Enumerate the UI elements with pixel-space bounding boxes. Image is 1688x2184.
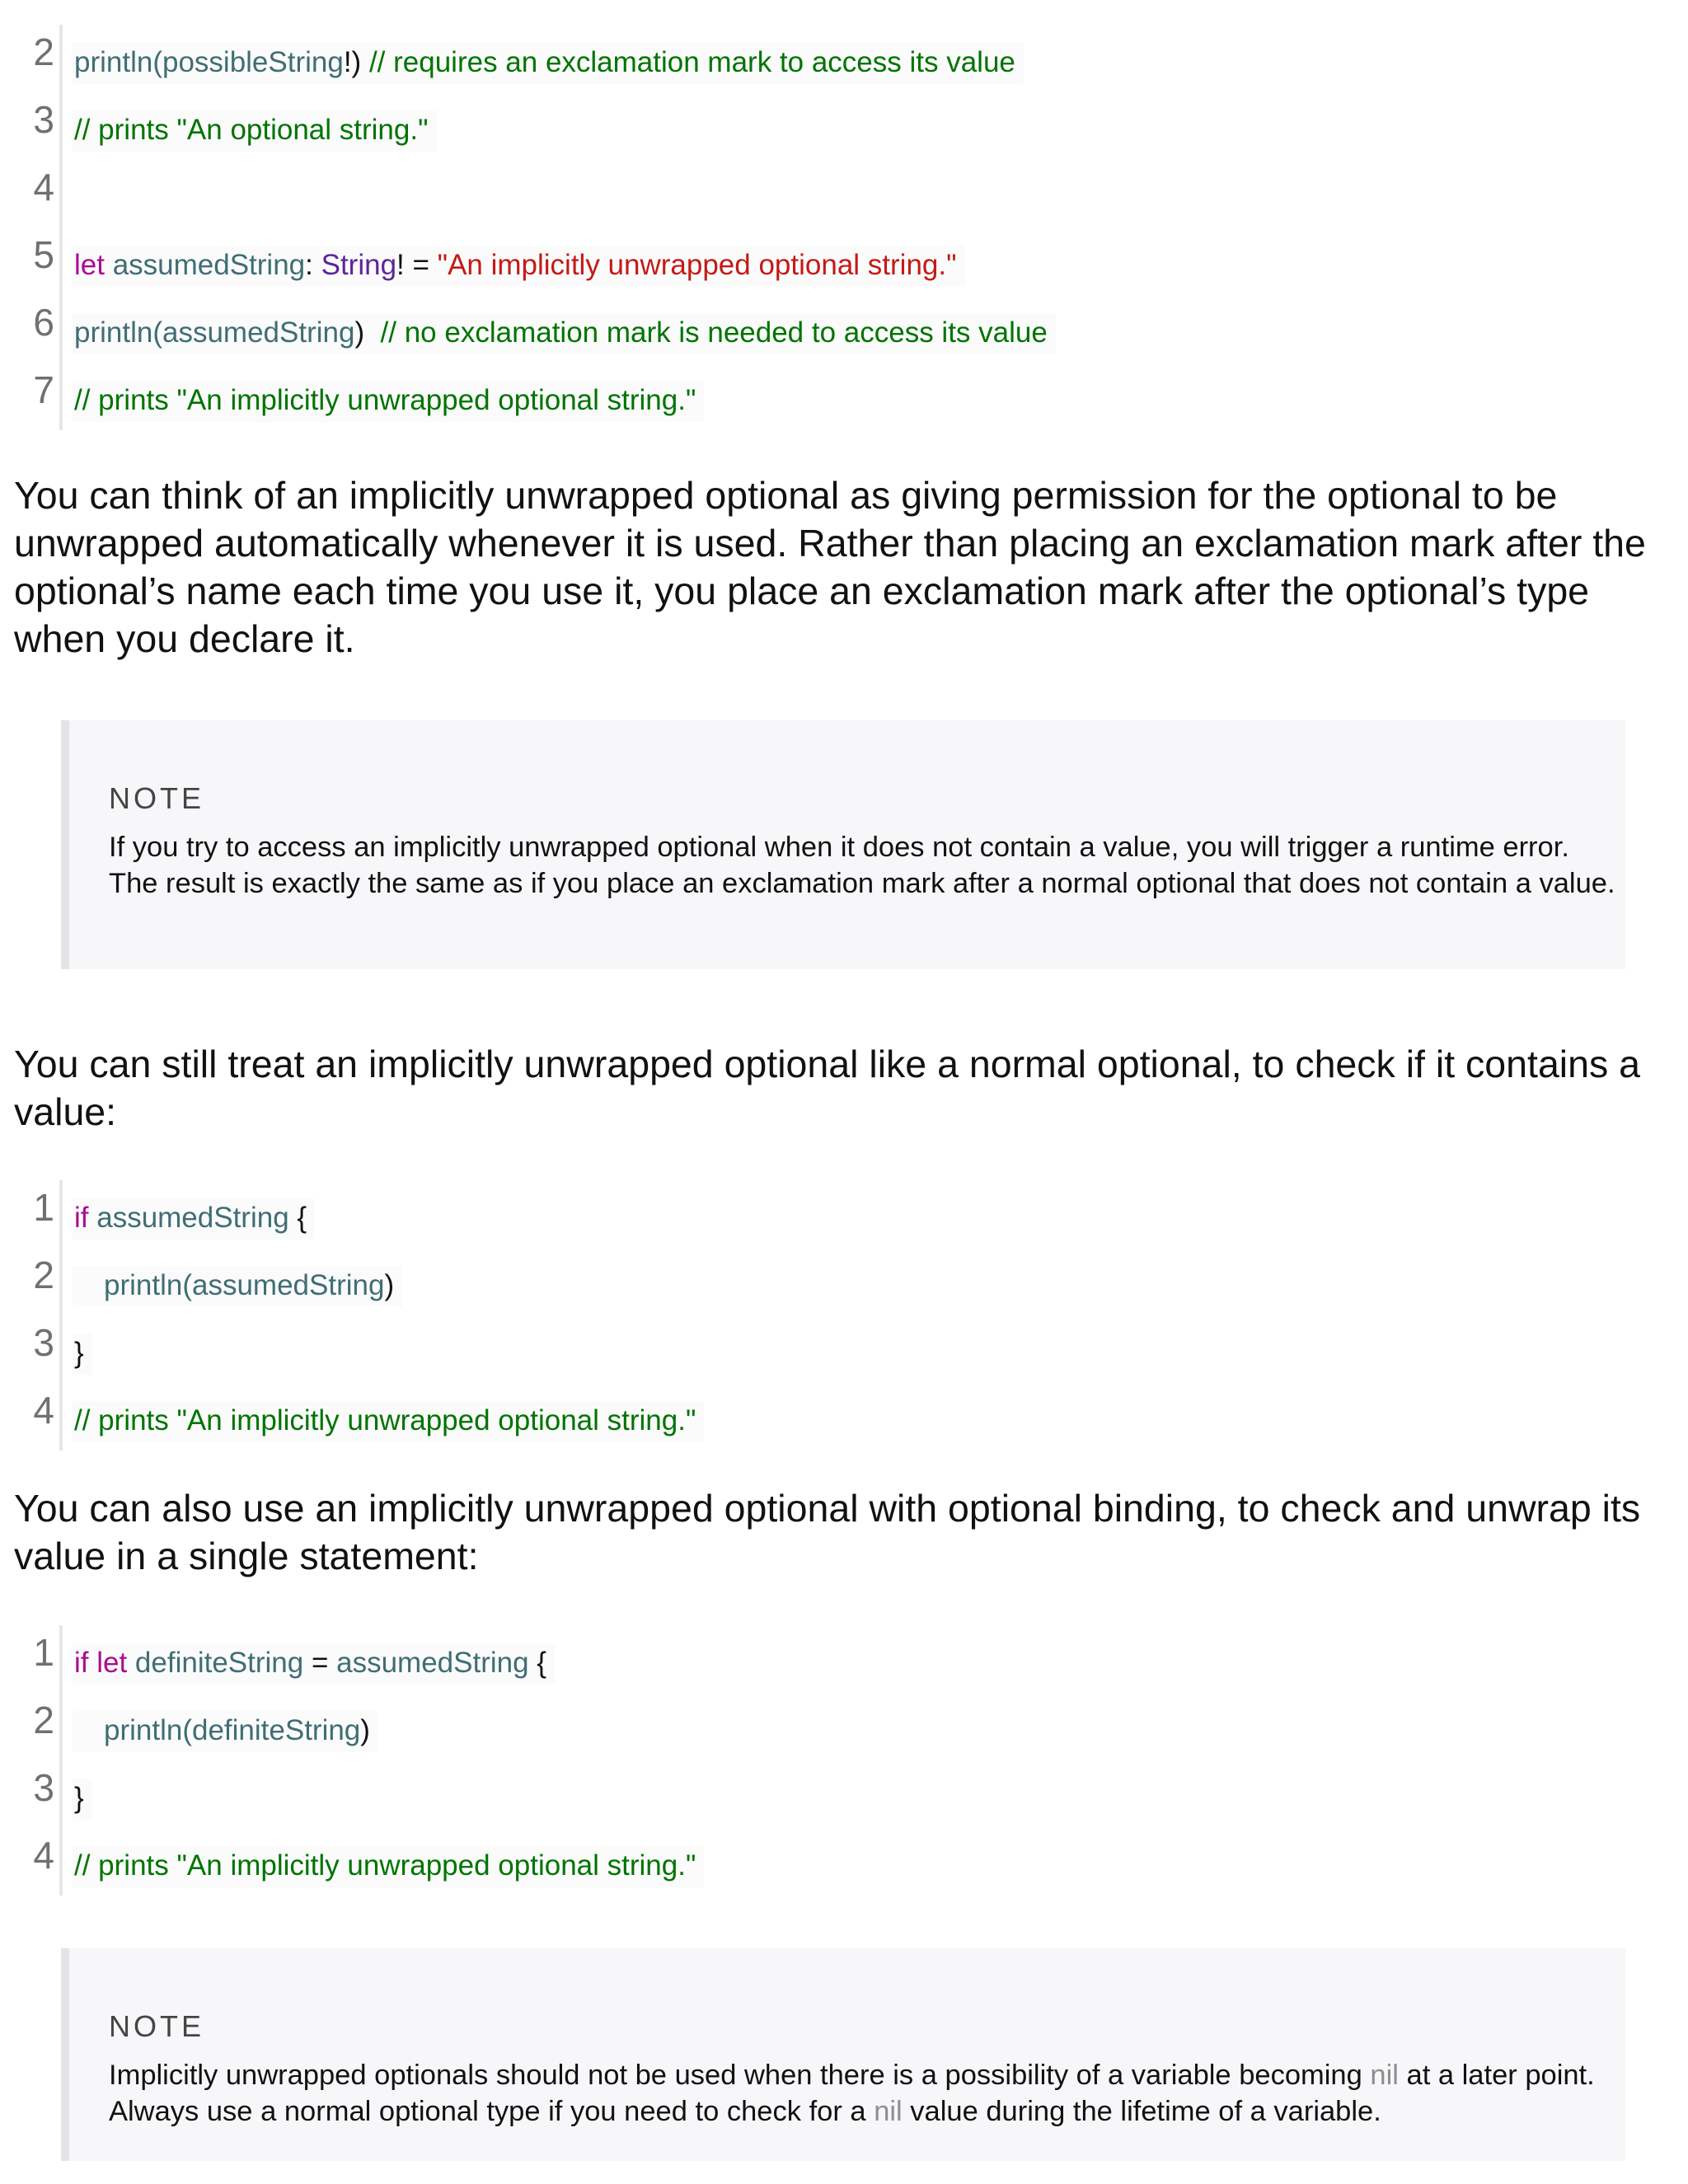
- body-paragraph: You can still treat an implicitly unwrapped optional like a normal optional, to check if it contains a value:: [14, 1043, 1641, 1133]
- code-token: ): [354, 316, 365, 349]
- code-line: [0, 92, 1688, 160]
- code-token: }: [74, 1337, 84, 1369]
- code-string: "An implicitly unwrapped optional string.": [429, 249, 957, 281]
- code-line: [0, 1315, 1688, 1383]
- code-text: [73, 110, 437, 152]
- code-token: {: [528, 1647, 546, 1679]
- code-text: [73, 1198, 315, 1240]
- body-paragraph: You can think of an implicitly unwrapped optional as giving permission for the optional to be unwrapped automatically whenever it is used. Rather than placing an exclamation mark after the optional’s name each time you use it, you place an exclamation mark after the optional’s type when you declare it.: [14, 474, 1646, 660]
- code-text: [73, 1643, 555, 1685]
- code-keyword: if: [74, 1202, 89, 1234]
- code-text: [73, 313, 1056, 354]
- line-number: 1: [33, 1631, 54, 1674]
- code-token: !): [343, 46, 362, 78]
- code-text: [73, 1779, 92, 1820]
- code-comment: // requires an exclamation mark to access its value: [361, 46, 1015, 78]
- body-paragraph: You can also use an implicitly unwrapped optional with optional binding, to check and unwrap its value in a single statement:: [14, 1487, 1641, 1577]
- code-token: println(: [104, 1269, 192, 1301]
- code-token: }: [74, 1782, 84, 1814]
- nil-keyword: nil: [1370, 2060, 1399, 2091]
- code-token: possibleString: [162, 46, 344, 78]
- note-label: NOTE: [109, 781, 205, 815]
- code-keyword: let: [74, 249, 105, 281]
- code-token: ): [360, 1714, 370, 1746]
- code-keyword: if: [74, 1647, 89, 1679]
- code-text: [73, 246, 965, 287]
- line-number: 4: [33, 166, 54, 209]
- line-number: 3: [33, 1766, 54, 1809]
- code-comment: // prints "An implicitly unwrapped optional string.": [74, 384, 696, 416]
- note-box: [61, 1948, 1625, 2161]
- code-token: println(: [74, 46, 162, 78]
- line-number: 3: [33, 98, 54, 141]
- code-comment: // no exclamation mark is needed to access its value: [364, 316, 1048, 349]
- code-keyword: let: [88, 1647, 128, 1679]
- line-number: 1: [33, 1186, 54, 1229]
- code-line: [0, 1693, 1688, 1760]
- note-label: NOTE: [109, 2009, 205, 2043]
- line-number: 7: [33, 368, 54, 411]
- code-type: String: [312, 249, 397, 281]
- code-text: [73, 1266, 402, 1307]
- code-token: {: [288, 1202, 307, 1234]
- code-line: [0, 1248, 1688, 1315]
- note-text-part: at a later point. Always use a normal optional type if you need to check for a: [109, 2060, 1595, 2127]
- code-comment: // prints "An optional string.": [74, 114, 429, 146]
- line-number: 3: [33, 1321, 54, 1364]
- code-line: [0, 227, 1688, 295]
- code-text: [73, 1846, 704, 1887]
- code-text: [73, 1711, 378, 1752]
- code-line: [0, 160, 1688, 227]
- line-number: 4: [33, 1834, 54, 1877]
- line-number: 2: [33, 1254, 54, 1296]
- code-line: [0, 295, 1688, 363]
- code-line: [0, 1383, 1688, 1451]
- code-token: assumedString: [104, 249, 306, 281]
- code-token: assumedString: [328, 1647, 529, 1679]
- note-text-part: value during the lifetime of a variable.: [902, 2096, 1381, 2127]
- note-text-part: Implicitly unwrapped optionals should not be used when there is a possibility of a variable becoming: [109, 2060, 1371, 2091]
- code-token: definiteString: [127, 1647, 304, 1679]
- line-number: 2: [33, 30, 54, 73]
- code-token: println(: [104, 1714, 192, 1746]
- line-number: 5: [33, 233, 54, 276]
- code-token: println(: [74, 316, 162, 349]
- code-comment: // prints "An implicitly unwrapped optional string.": [74, 1849, 696, 1882]
- note-box: [61, 720, 1625, 969]
- code-token: assumedString: [88, 1202, 289, 1234]
- code-line: [0, 1625, 1688, 1693]
- code-token: assumedString: [191, 1269, 385, 1301]
- code-line: [0, 1828, 1688, 1896]
- line-number: 6: [33, 301, 54, 344]
- note-text: [109, 2057, 1617, 2130]
- code-line: [0, 1180, 1688, 1248]
- code-line: [0, 1760, 1688, 1828]
- code-text: [73, 43, 1024, 84]
- code-token: assumedString: [162, 316, 355, 349]
- code-token: definiteString: [191, 1714, 361, 1746]
- code-line: [0, 25, 1688, 92]
- code-text: [73, 1333, 92, 1375]
- code-token: ! =: [396, 249, 429, 281]
- code-line: [0, 363, 1688, 430]
- note-text: If you try to access an implicitly unwrapped optional when it does not contain a value, you will trigger a runtime error. The result is exactly the same as if you place an exclamation mark after a normal optional that does not contain a value.: [109, 832, 1615, 899]
- code-token: =: [303, 1647, 329, 1679]
- code-text: [73, 381, 704, 422]
- code-comment: // prints "An implicitly unwrapped optional string.": [74, 1404, 696, 1436]
- line-number: 4: [33, 1389, 54, 1432]
- line-number: 2: [33, 1699, 54, 1741]
- code-text: [73, 1401, 704, 1442]
- code-token: :: [305, 249, 313, 281]
- code-token: ): [384, 1269, 395, 1301]
- nil-keyword: nil: [874, 2096, 903, 2127]
